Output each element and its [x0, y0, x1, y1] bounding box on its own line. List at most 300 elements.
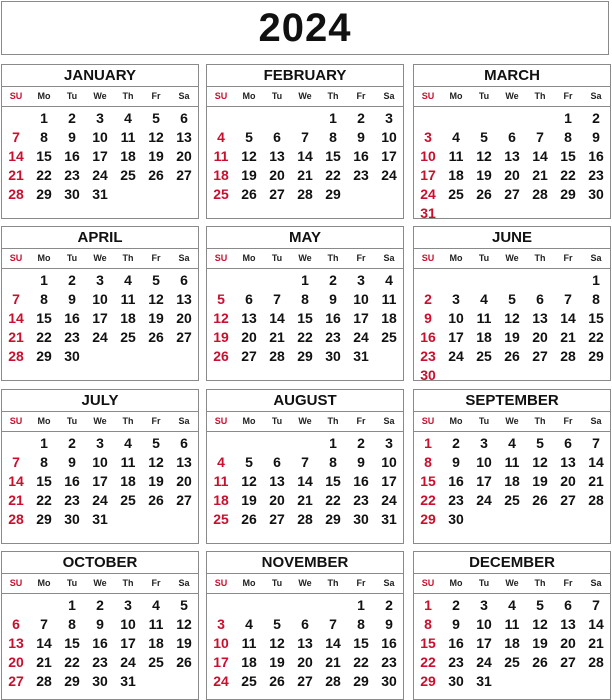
day-cell: 19: [504, 329, 520, 345]
day-cell: 28: [297, 186, 313, 202]
weekday-label: Th: [327, 578, 339, 588]
day-cell: 5: [152, 435, 160, 451]
day-cell: 11: [241, 635, 257, 651]
weekday-label: SU: [421, 416, 435, 426]
weekday-label: Th: [122, 253, 134, 263]
day-cell: 8: [40, 129, 48, 145]
day-cell: 5: [152, 272, 160, 288]
day-cell: 1: [592, 272, 600, 288]
day-cell: 16: [448, 635, 464, 651]
day-cell: 29: [325, 186, 341, 202]
day-cell: 20: [176, 473, 192, 489]
day-cell: 1: [301, 272, 309, 288]
day-cell: 21: [297, 492, 313, 508]
day-cell: 9: [68, 129, 76, 145]
day-cell: 31: [353, 348, 369, 364]
day-grid: [2, 109, 198, 204]
day-cell: 1: [68, 597, 76, 613]
day-cell: 8: [564, 129, 572, 145]
day-cell: 13: [269, 473, 285, 489]
day-cell: 19: [176, 635, 192, 651]
day-cell: 4: [480, 291, 488, 307]
day-cell: 21: [36, 654, 52, 670]
day-cell: 8: [68, 616, 76, 632]
day-cell: 5: [480, 129, 488, 145]
day-cell: 30: [448, 511, 464, 527]
day-cell: 18: [120, 148, 136, 164]
day-cell: 27: [297, 673, 313, 689]
day-cell: 17: [353, 310, 369, 326]
day-cell: 25: [241, 673, 257, 689]
month-name: JUNE: [414, 227, 610, 249]
day-cell: 3: [385, 435, 393, 451]
month-name: OCTOBER: [2, 552, 198, 574]
weekday-header: [2, 574, 198, 594]
day-cell: 14: [8, 148, 24, 164]
day-cell: 8: [424, 454, 432, 470]
weekday-label: Sa: [178, 253, 190, 263]
weekday-label: We: [298, 416, 312, 426]
day-cell: 4: [152, 597, 160, 613]
weekday-label: Fr: [563, 91, 573, 101]
day-cell: 27: [560, 654, 576, 670]
day-cell: 31: [92, 511, 108, 527]
month-name: JANUARY: [2, 65, 198, 87]
day-cell: 13: [176, 291, 192, 307]
weekday-label: We: [298, 91, 312, 101]
day-cell: 4: [385, 272, 393, 288]
weekday-label: We: [505, 253, 519, 263]
day-cell: 5: [245, 129, 253, 145]
day-cell: 20: [269, 492, 285, 508]
day-cell: 6: [301, 616, 309, 632]
weekday-label: We: [93, 578, 107, 588]
month-november: [206, 551, 404, 700]
month-april: [1, 226, 199, 381]
day-cell: 12: [148, 129, 164, 145]
day-grid: [207, 596, 403, 691]
weekday-label: Tu: [66, 416, 78, 426]
day-cell: 15: [36, 473, 52, 489]
day-cell: 17: [420, 167, 436, 183]
day-cell: 18: [448, 167, 464, 183]
weekday-label: Mo: [242, 253, 256, 263]
day-cell: 10: [381, 129, 397, 145]
day-cell: 22: [36, 329, 52, 345]
day-cell: 19: [476, 167, 492, 183]
weekday-label: Tu: [271, 253, 283, 263]
month-name: APRIL: [2, 227, 198, 249]
day-grid: [207, 109, 403, 204]
day-cell: 20: [297, 654, 313, 670]
empty-day-cell: [414, 109, 442, 128]
day-cell: 27: [532, 348, 548, 364]
day-cell: 20: [269, 167, 285, 183]
day-cell: 30: [353, 511, 369, 527]
day-cell: 14: [297, 148, 313, 164]
weekday-label: SU: [421, 253, 435, 263]
weekday-label: SU: [9, 578, 23, 588]
day-cell: 22: [36, 492, 52, 508]
day-cell: 15: [36, 148, 52, 164]
weekday-label: Tu: [478, 253, 490, 263]
day-cell: 14: [560, 310, 576, 326]
day-cell: 7: [12, 129, 20, 145]
weekday-label: We: [298, 578, 312, 588]
day-cell: 10: [120, 616, 136, 632]
day-cell: 24: [353, 329, 369, 345]
day-cell: 17: [92, 148, 108, 164]
day-cell: 20: [560, 473, 576, 489]
month-february: [206, 64, 404, 219]
day-cell: 3: [357, 272, 365, 288]
month-name: MARCH: [414, 65, 610, 87]
day-cell: 19: [269, 654, 285, 670]
weekday-label: Mo: [242, 416, 256, 426]
empty-day-cell: [291, 109, 319, 128]
empty-day-cell: [319, 596, 347, 615]
day-cell: 5: [152, 110, 160, 126]
day-cell: 12: [532, 454, 548, 470]
day-cell: 19: [241, 167, 257, 183]
day-grid: [207, 434, 403, 529]
day-cell: 1: [40, 110, 48, 126]
day-cell: 21: [588, 473, 604, 489]
weekday-label: Mo: [37, 416, 51, 426]
day-cell: 1: [564, 110, 572, 126]
day-cell: 10: [476, 454, 492, 470]
day-cell: 25: [120, 167, 136, 183]
day-cell: 4: [124, 272, 132, 288]
day-cell: 29: [325, 511, 341, 527]
day-cell: 5: [536, 435, 544, 451]
day-cell: 27: [504, 186, 520, 202]
day-grid: [2, 596, 198, 691]
day-cell: 24: [381, 492, 397, 508]
day-cell: 7: [12, 454, 20, 470]
day-cell: 16: [381, 635, 397, 651]
weekday-label: SU: [214, 578, 228, 588]
day-cell: 20: [8, 654, 24, 670]
weekday-label: SU: [9, 91, 23, 101]
day-cell: 12: [476, 148, 492, 164]
weekday-label: SU: [214, 91, 228, 101]
empty-day-cell: [554, 271, 582, 290]
day-cell: 20: [560, 635, 576, 651]
day-cell: 28: [532, 186, 548, 202]
day-cell: 12: [148, 454, 164, 470]
day-cell: 17: [213, 654, 229, 670]
day-cell: 13: [297, 635, 313, 651]
day-cell: 26: [148, 329, 164, 345]
day-cell: 9: [96, 616, 104, 632]
day-cell: 7: [301, 129, 309, 145]
day-cell: 27: [269, 186, 285, 202]
weekday-label: Mo: [449, 91, 463, 101]
weekday-header: [207, 412, 403, 432]
day-cell: 3: [217, 616, 225, 632]
day-cell: 6: [508, 129, 516, 145]
weekday-label: Sa: [590, 253, 602, 263]
day-cell: 17: [476, 635, 492, 651]
month-june: [413, 226, 611, 381]
day-cell: 24: [92, 167, 108, 183]
day-cell: 14: [297, 473, 313, 489]
day-cell: 7: [564, 291, 572, 307]
day-cell: 13: [560, 454, 576, 470]
empty-day-cell: [30, 596, 58, 615]
day-cell: 12: [241, 148, 257, 164]
weekday-label: Tu: [66, 91, 78, 101]
day-cell: 16: [420, 329, 436, 345]
day-cell: 6: [12, 616, 20, 632]
day-cell: 17: [476, 473, 492, 489]
day-cell: 25: [120, 492, 136, 508]
day-cell: 25: [120, 329, 136, 345]
day-cell: 2: [424, 291, 432, 307]
weekday-label: Mo: [37, 91, 51, 101]
day-cell: 10: [92, 454, 108, 470]
month-name: DECEMBER: [414, 552, 610, 574]
day-cell: 5: [273, 616, 281, 632]
weekday-label: Mo: [449, 416, 463, 426]
weekday-label: Sa: [178, 91, 190, 101]
day-cell: 8: [40, 291, 48, 307]
day-cell: 25: [381, 329, 397, 345]
day-cell: 14: [588, 454, 604, 470]
day-cell: 23: [64, 492, 80, 508]
day-cell: 2: [452, 435, 460, 451]
day-cell: 24: [213, 673, 229, 689]
day-cell: 23: [420, 348, 436, 364]
day-cell: 6: [564, 435, 572, 451]
day-cell: 11: [381, 291, 397, 307]
month-august: [206, 389, 404, 544]
day-cell: 27: [176, 492, 192, 508]
weekday-label: Tu: [66, 253, 78, 263]
weekday-label: Mo: [242, 578, 256, 588]
day-cell: 28: [325, 673, 341, 689]
day-cell: 9: [424, 310, 432, 326]
weekday-label: Mo: [37, 253, 51, 263]
day-cell: 30: [92, 673, 108, 689]
weekday-header: [2, 249, 198, 269]
day-cell: 19: [532, 473, 548, 489]
weekday-label: Sa: [590, 416, 602, 426]
weekday-label: Sa: [383, 416, 395, 426]
weekday-label: Sa: [383, 578, 395, 588]
month-name: MAY: [207, 227, 403, 249]
day-cell: 25: [476, 348, 492, 364]
day-cell: 28: [297, 511, 313, 527]
day-cell: 15: [588, 310, 604, 326]
day-cell: 26: [213, 348, 229, 364]
day-cell: 24: [120, 654, 136, 670]
day-cell: 12: [532, 616, 548, 632]
day-cell: 25: [504, 492, 520, 508]
day-cell: 22: [420, 654, 436, 670]
weekday-label: Sa: [590, 578, 602, 588]
weekday-label: Tu: [271, 416, 283, 426]
day-cell: 17: [120, 635, 136, 651]
day-cell: 13: [176, 129, 192, 145]
day-cell: 4: [508, 435, 516, 451]
day-cell: 30: [325, 348, 341, 364]
day-cell: 22: [297, 329, 313, 345]
day-cell: 9: [592, 129, 600, 145]
weekday-label: Mo: [37, 578, 51, 588]
weekday-label: Th: [534, 578, 546, 588]
empty-day-cell: [2, 596, 30, 615]
day-cell: 13: [241, 310, 257, 326]
day-cell: 26: [148, 167, 164, 183]
day-cell: 26: [476, 186, 492, 202]
day-cell: 29: [353, 673, 369, 689]
day-cell: 31: [420, 205, 436, 221]
weekday-header: [2, 412, 198, 432]
day-cell: 11: [120, 129, 136, 145]
day-cell: 24: [92, 329, 108, 345]
day-cell: 23: [448, 492, 464, 508]
month-july: [1, 389, 199, 544]
day-cell: 23: [64, 167, 80, 183]
weekday-label: SU: [9, 253, 23, 263]
weekday-label: Tu: [271, 578, 283, 588]
day-cell: 29: [36, 511, 52, 527]
month-october: [1, 551, 199, 700]
day-cell: 12: [269, 635, 285, 651]
empty-day-cell: [235, 434, 263, 453]
day-cell: 3: [480, 435, 488, 451]
day-cell: 28: [8, 348, 24, 364]
weekday-label: SU: [214, 253, 228, 263]
day-cell: 2: [68, 272, 76, 288]
day-cell: 16: [325, 310, 341, 326]
empty-day-cell: [2, 109, 30, 128]
weekday-label: Fr: [563, 253, 573, 263]
day-cell: 1: [357, 597, 365, 613]
empty-day-cell: [263, 434, 291, 453]
day-cell: 25: [213, 186, 229, 202]
day-cell: 7: [592, 597, 600, 613]
day-cell: 29: [36, 348, 52, 364]
weekday-label: SU: [421, 578, 435, 588]
day-grid: [2, 271, 198, 366]
day-cell: 30: [64, 186, 80, 202]
day-cell: 23: [448, 654, 464, 670]
day-cell: 17: [92, 473, 108, 489]
empty-day-cell: [291, 434, 319, 453]
weekday-label: We: [93, 253, 107, 263]
day-cell: 2: [68, 110, 76, 126]
day-cell: 15: [420, 635, 436, 651]
empty-day-cell: [442, 109, 470, 128]
day-cell: 8: [329, 454, 337, 470]
day-grid: [207, 271, 403, 366]
day-cell: 21: [269, 329, 285, 345]
weekday-header: [207, 574, 403, 594]
day-cell: 22: [325, 492, 341, 508]
day-cell: 6: [564, 597, 572, 613]
day-cell: 22: [36, 167, 52, 183]
day-cell: 13: [532, 310, 548, 326]
day-cell: 27: [176, 329, 192, 345]
day-cell: 28: [8, 186, 24, 202]
day-cell: 11: [448, 148, 464, 164]
day-cell: 1: [329, 110, 337, 126]
day-cell: 18: [381, 310, 397, 326]
day-cell: 23: [353, 492, 369, 508]
day-cell: 13: [8, 635, 24, 651]
weekday-label: SU: [421, 91, 435, 101]
weekday-label: We: [93, 91, 107, 101]
day-cell: 2: [385, 597, 393, 613]
day-cell: 21: [8, 492, 24, 508]
weekday-header: [2, 87, 198, 107]
day-cell: 15: [64, 635, 80, 651]
day-cell: 10: [476, 616, 492, 632]
day-cell: 31: [476, 673, 492, 689]
day-cell: 6: [273, 129, 281, 145]
month-january: [1, 64, 199, 219]
day-cell: 22: [353, 654, 369, 670]
day-cell: 5: [508, 291, 516, 307]
weekday-label: We: [505, 578, 519, 588]
day-cell: 14: [36, 635, 52, 651]
day-cell: 24: [448, 348, 464, 364]
day-cell: 18: [148, 635, 164, 651]
weekday-label: Sa: [178, 578, 190, 588]
day-cell: 11: [120, 454, 136, 470]
day-cell: 26: [532, 492, 548, 508]
day-cell: 18: [120, 473, 136, 489]
empty-day-cell: [291, 596, 319, 615]
day-cell: 19: [148, 473, 164, 489]
day-cell: 14: [269, 310, 285, 326]
day-cell: 30: [588, 186, 604, 202]
day-cell: 5: [180, 597, 188, 613]
weekday-header: [207, 87, 403, 107]
weekday-label: Sa: [383, 91, 395, 101]
day-cell: 18: [120, 310, 136, 326]
day-cell: 5: [245, 454, 253, 470]
weekday-label: Fr: [563, 578, 573, 588]
day-cell: 29: [420, 673, 436, 689]
day-cell: 14: [532, 148, 548, 164]
day-cell: 9: [329, 291, 337, 307]
day-cell: 21: [588, 635, 604, 651]
day-cell: 11: [120, 291, 136, 307]
day-cell: 7: [301, 454, 309, 470]
weekday-label: Mo: [449, 578, 463, 588]
day-cell: 11: [148, 616, 164, 632]
day-cell: 4: [217, 454, 225, 470]
day-cell: 4: [245, 616, 253, 632]
day-cell: 28: [269, 348, 285, 364]
weekday-label: Mo: [242, 91, 256, 101]
day-grid: [414, 434, 610, 529]
day-cell: 7: [273, 291, 281, 307]
day-cell: 19: [213, 329, 229, 345]
day-cell: 17: [448, 329, 464, 345]
day-cell: 28: [588, 492, 604, 508]
day-cell: 11: [504, 616, 520, 632]
day-cell: 16: [64, 310, 80, 326]
day-cell: 8: [424, 616, 432, 632]
day-cell: 15: [36, 310, 52, 326]
day-cell: 11: [213, 148, 229, 164]
empty-day-cell: [470, 109, 498, 128]
